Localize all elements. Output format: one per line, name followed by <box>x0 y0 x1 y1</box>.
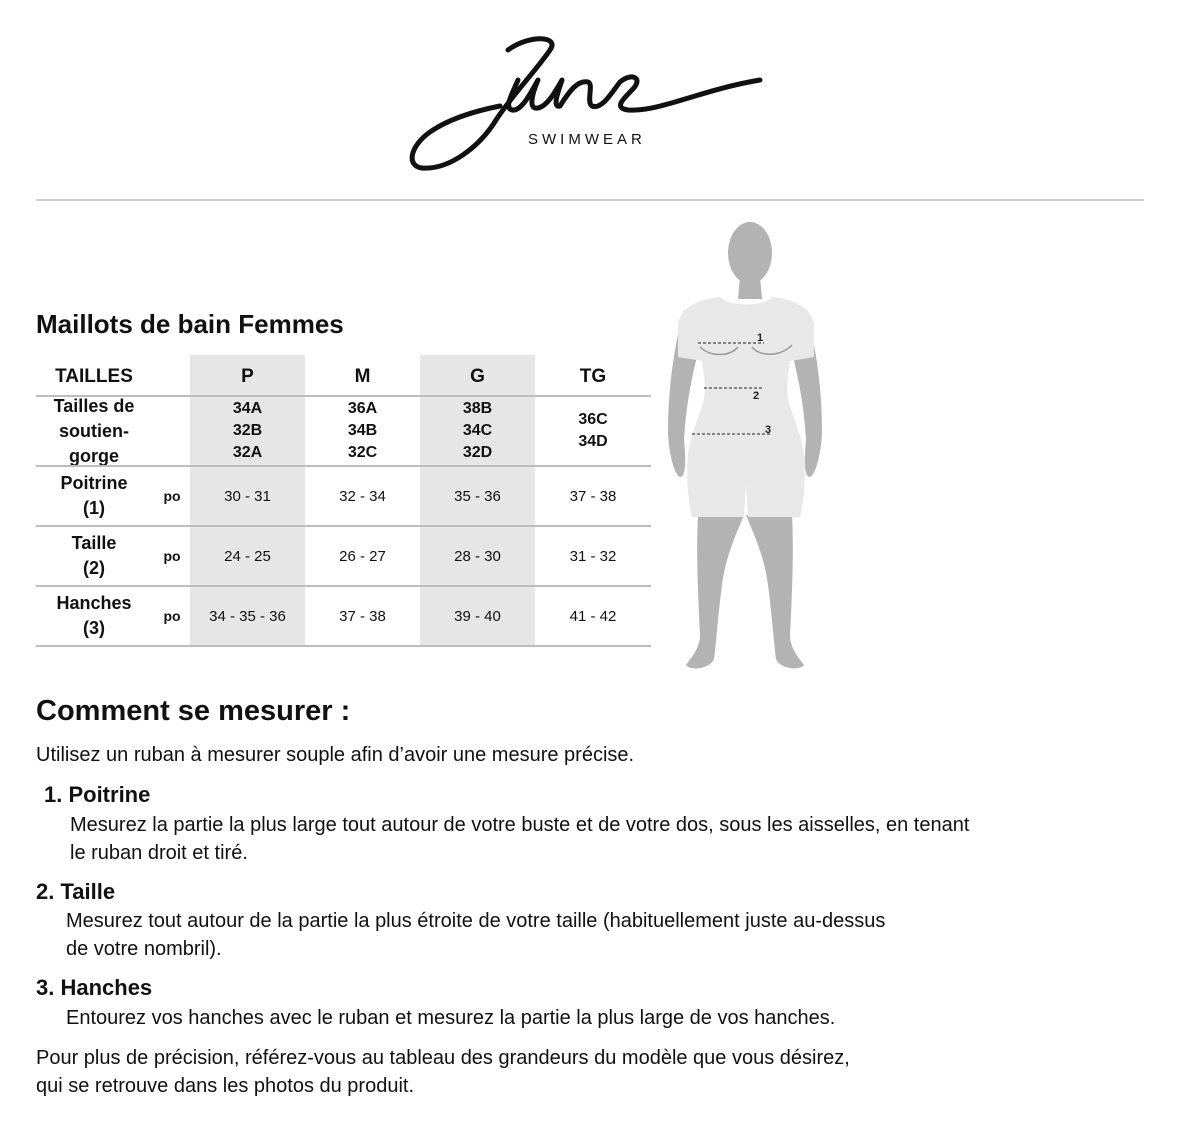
bra-cell-tg <box>535 397 651 465</box>
value-cell: 37 - 38 <box>339 607 386 625</box>
row-label-line: Taille <box>71 533 117 553</box>
step-title-taille: 2. Taille <box>36 879 116 904</box>
bra-size: 34D <box>578 433 608 450</box>
june-script-logo <box>400 28 780 178</box>
value-cell: 24 - 25 <box>224 547 271 565</box>
instructions-intro: Utilisez un ruban à mesurer souple afin d’avoir une mesure précise. <box>36 744 635 766</box>
size-chart-title: Maillots de bain Femmes <box>36 309 344 339</box>
step-title-hanches: 3. Hanches <box>36 975 153 1000</box>
unit-label: po <box>163 488 181 504</box>
value-cell: 41 - 42 <box>569 607 617 625</box>
step-text-line: de votre nombril). <box>66 938 222 960</box>
value-cell: 39 - 40 <box>454 607 501 625</box>
step-text-line: Entourez vos hanches avec le ruban et mesurez la partie la plus large de vos hanches. <box>66 1007 836 1029</box>
bra-cell-g <box>420 397 535 465</box>
bra-size: 36C <box>578 411 608 428</box>
value-cell: 34 - 35 - 36 <box>209 607 286 625</box>
bra-label-line-1: Tailles de <box>53 395 135 416</box>
outro-line-2: qui se retrouve dans les photos du produit. <box>36 1075 415 1097</box>
outro-line-1: Pour plus de précision, référez-vous au tableau des grandeurs du modèle que vous désirez, <box>36 1047 850 1069</box>
brand-logo <box>400 28 780 178</box>
bra-size: 32C <box>347 444 378 461</box>
header-tailles: TAILLES <box>55 366 133 387</box>
row-label-taille <box>36 527 152 585</box>
marker-3: 3 <box>765 424 772 436</box>
bra-size: 38B <box>462 400 493 417</box>
value-cell: 32 - 34 <box>339 487 386 505</box>
unit-label: po <box>163 608 181 624</box>
bra-size: 34B <box>347 422 378 439</box>
value-cell: 31 - 32 <box>569 547 617 565</box>
row-label-hanches <box>36 587 152 645</box>
step-text-line: Mesurez la partie la plus large tout autour de votre buste et de votre dos, sous les aisselles, en tenant <box>70 814 970 836</box>
bra-size: 34A <box>232 400 263 417</box>
body-measurement-figure <box>660 215 830 675</box>
header-size-p: P <box>241 366 254 387</box>
body-silhouette <box>660 215 830 675</box>
bra-cell-p <box>190 397 305 465</box>
table-rule <box>36 645 651 647</box>
bra-size: 36A <box>347 400 378 417</box>
header-size-tg: TG <box>579 366 607 387</box>
value-cell: 35 - 36 <box>454 487 501 505</box>
header-size-g: G <box>470 366 485 387</box>
header-divider <box>36 199 1144 201</box>
row-label-line: (2) <box>83 558 105 578</box>
step-title-poitrine: 1. Poitrine <box>44 782 151 807</box>
bra-size: 32B <box>232 422 263 439</box>
step-text-line: Mesurez tout autour de la partie la plus étroite de votre taille (habituellement juste au-dessus <box>66 910 886 932</box>
row-label-poitrine <box>36 467 152 525</box>
brand-subtitle: SWIMWEAR <box>528 131 646 148</box>
bra-label-line-2: soutien-gorge <box>59 420 129 466</box>
bra-size: 32A <box>232 444 263 461</box>
row-label-line: (3) <box>83 618 105 638</box>
value-cell: 37 - 38 <box>569 487 617 505</box>
marker-2: 2 <box>753 390 760 402</box>
instructions-title: Comment se mesurer : <box>36 695 351 727</box>
bra-cell-m <box>305 397 420 465</box>
bra-size: 32D <box>462 444 493 461</box>
unit-label: po <box>163 548 181 564</box>
value-cell: 28 - 30 <box>454 547 501 565</box>
header-size-m: M <box>354 366 371 387</box>
value-cell: 30 - 31 <box>224 487 271 505</box>
row-label-line: Hanches <box>56 593 132 613</box>
row-label-bra <box>36 397 152 465</box>
row-label-line: Poitrine <box>60 473 128 493</box>
value-cell: 26 - 27 <box>339 547 386 565</box>
step-text-line: le ruban droit et tiré. <box>70 842 248 864</box>
row-label-line: (1) <box>83 498 105 518</box>
marker-1: 1 <box>757 332 764 344</box>
bra-size: 34C <box>462 422 493 439</box>
